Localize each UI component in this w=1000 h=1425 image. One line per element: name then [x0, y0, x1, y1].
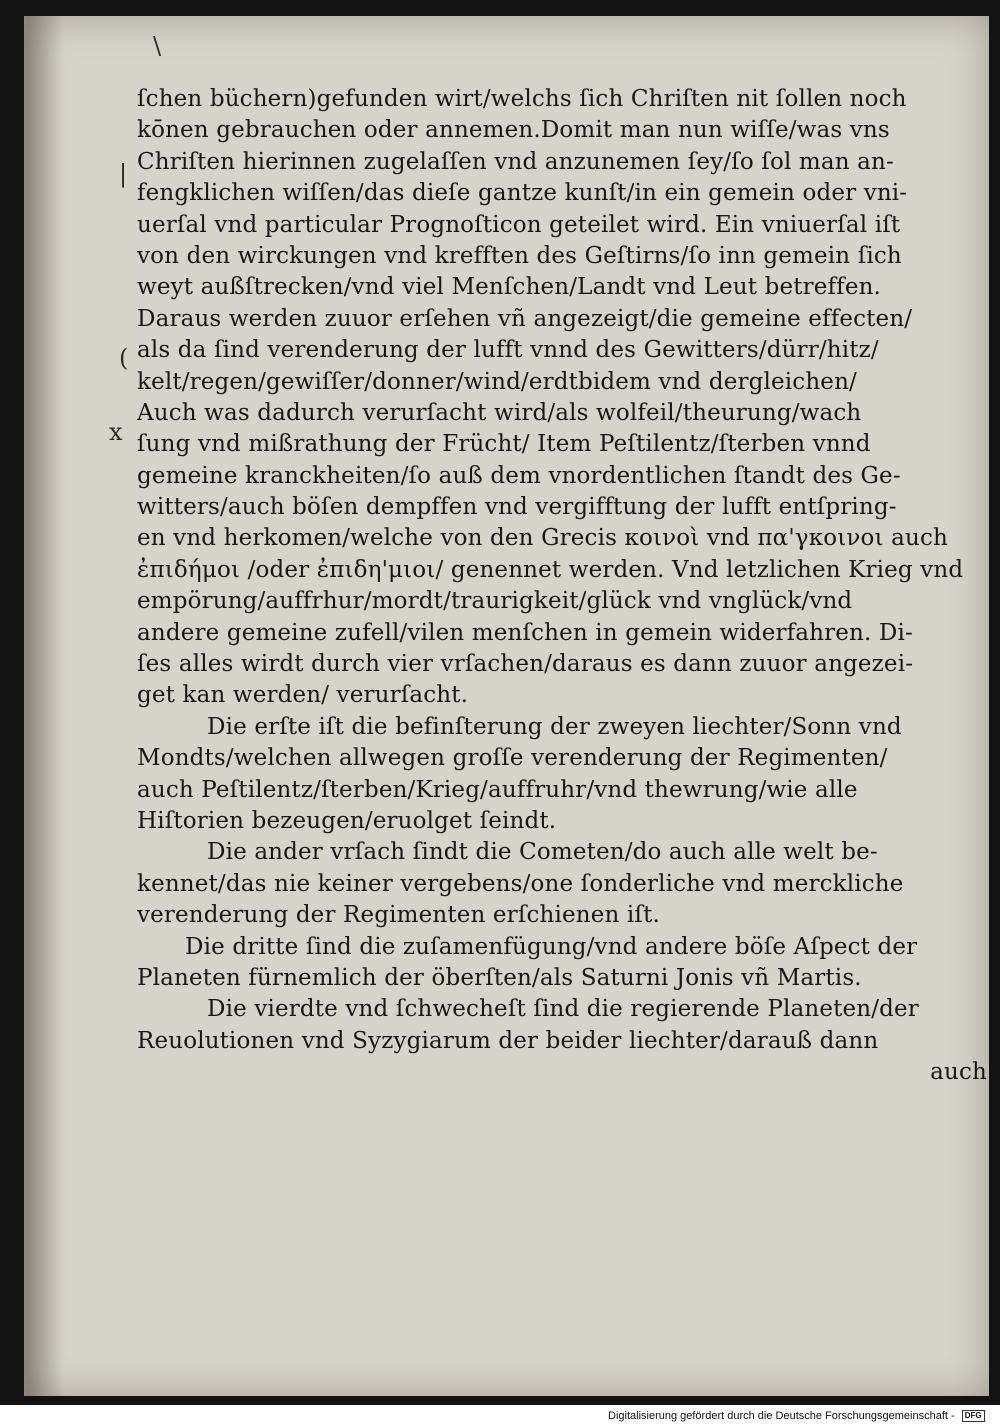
text-line: en vnd herkomen/welche von den Grecis κοινοὶ vnd πα'γκοινοι auch: [137, 525, 948, 552]
paragraph-first-line: Die vierdte vnd ſchwecheſt ſind die regierende Planeten/der: [207, 996, 919, 1023]
text-line: witters/auch böſen dempffen vnd vergifftung der lufft entſpring-: [137, 494, 897, 521]
text-line: als da ſind verenderung der lufft vnnd des Gewitters/dürr/hitz/: [137, 337, 879, 364]
text-line: ſchen büchern)gefunden wirt/welchs ſich Chriſten nit ſollen noch: [137, 86, 907, 112]
text-line: ἐπιδήμοι /oder ἐπιδη'μιοι/ genennet werden. Vnd letzlichen Krieg vnd: [137, 556, 964, 583]
text-line: uerſal vnd particular Prognoſticon geteilet wird. Ein vniuerſal iſt: [137, 211, 901, 238]
text-line: auch Peſtilentz/ſterben/Krieg/auffruhr/vnd thewrung/wie alle: [137, 776, 858, 803]
digitization-footer: [608, 1407, 1000, 1425]
text-line: gemeine kranckheiten/ſo auß dem vnordentlichen ſtandt des Ge-: [137, 462, 901, 489]
text-line: kelt/regen/gewiſſer/donner/wind/erdtbidem vnd dergleichen/: [137, 368, 857, 395]
text-line: kennet/das nie keiner vergebens/one ſonderliche vnd merckliche: [137, 870, 904, 897]
text-line: Planeten fürnemlich der öberſten/als Saturni Jonis vñ Martis.: [137, 964, 862, 991]
text-line: verenderung der Regimenten erſchienen iſt.: [137, 902, 660, 929]
stray-mark-left-1: |: [119, 160, 128, 188]
text-line: empörung/auffrhur/mordt/traurigkeit/glück vnd vnglück/vnd: [137, 588, 853, 615]
text-line: Daraus werden zuuor erſehen vñ angezeigt/die gemeine effecten/: [137, 305, 913, 332]
text-line: andere gemeine zufell/vilen menſchen in gemein widerfahren. Di-: [137, 619, 913, 646]
book-page: [24, 16, 989, 1396]
text-line: Hiſtorien bezeugen/eruolget ſeindt.: [137, 807, 557, 834]
text-line: von den wirckungen vnd krefften des Geſtirns/ſo inn gemein ſich: [137, 242, 902, 269]
page-text: [137, 84, 1000, 1089]
text-line: ſung vnd mißrathung der Frücht/ Item Peſtilentz/ſterben vnnd: [137, 431, 871, 458]
text-line: weyt außſtrecken/vnd viel Menſchen/Landt vnd Leut betreffen.: [137, 274, 882, 301]
stray-mark-left-2: (: [119, 344, 129, 372]
text-line: Chriſten hierinnen zugelaſſen vnd anzunemen ſey/ſo ſol man an-: [137, 148, 894, 175]
paragraph-first-line: Die ander vrſach ſindt die Cometen/do auch alle welt be-: [207, 839, 878, 866]
footer-text: Digitalisierung gefördert durch die Deutsche Forschungsgemeinschaft -: [608, 1410, 955, 1422]
text-line: Reuolutionen vnd Syzygiarum der beider liechter/darauß dann: [137, 1027, 879, 1054]
stray-mark-left-3: x: [109, 418, 123, 446]
text-line: fengklichen wiſſen/das dieſe gantze kunſt/in ein gemein oder vni-: [137, 180, 908, 207]
stray-mark-top: \: [153, 32, 162, 60]
text-line: Mondts/welchen allwegen groſſe verenderung der Regimenten/: [137, 745, 888, 772]
text-line: get kan werden/ verurſacht.: [137, 682, 469, 709]
text-line: ſes alles wirdt durch vier vrſachen/daraus es dann zuuor angezei-: [137, 651, 914, 678]
text-line: kōnen gebrauchen oder annemen.Domit man nun wiſſe/was vns: [137, 117, 890, 144]
page-gutter-shadow: [27, 16, 63, 1396]
dfg-logo: DFG: [962, 1410, 985, 1422]
text-line: Auch was dadurch verurſacht wird/als wolfeil/theurung/wach: [137, 399, 862, 426]
paragraph-first-line: Die dritte ſind die zuſamenfügung/vnd andere böſe Aſpect der: [185, 933, 918, 960]
paragraph-first-line: Die erſte iſt die befinſterung der zweyen liechter/Sonn vnd: [207, 713, 902, 740]
catchword: auch: [930, 1059, 987, 1086]
